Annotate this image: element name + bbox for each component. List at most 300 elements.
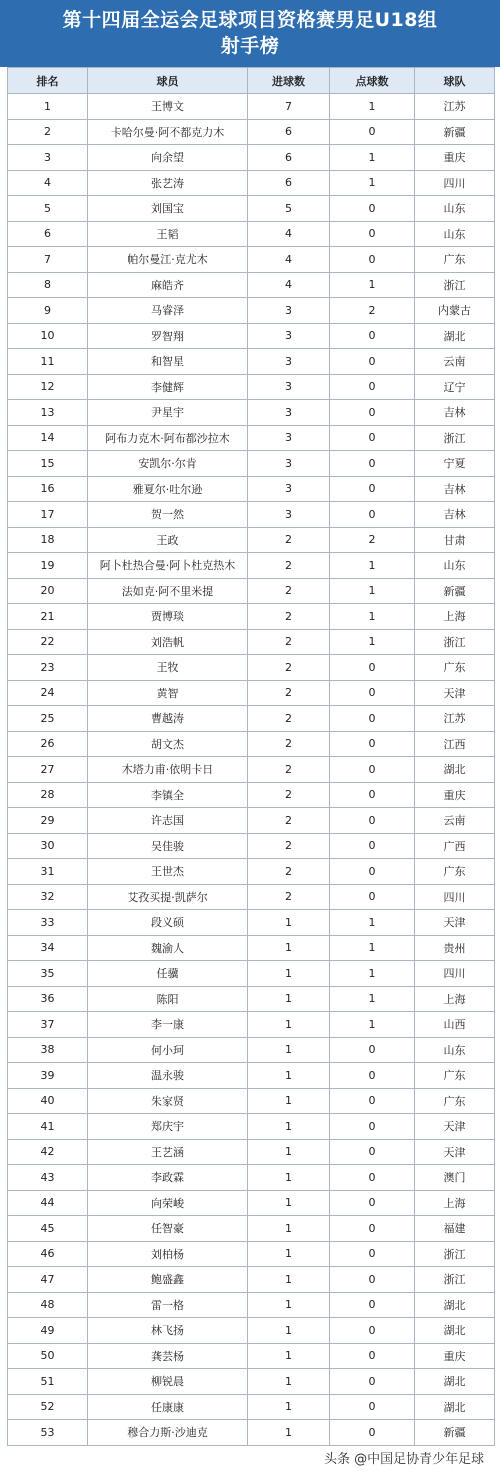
rank-cell: 36 — [8, 986, 88, 1012]
rank-cell: 20 — [8, 578, 88, 604]
team-cell: 湖北 — [415, 1318, 495, 1344]
goals-cell: 1 — [248, 1292, 330, 1318]
penalties-cell: 0 — [330, 221, 415, 247]
penalties-cell: 2 — [330, 298, 415, 324]
team-cell: 吉林 — [415, 502, 495, 528]
rank-cell: 41 — [8, 1114, 88, 1140]
table-row — [8, 1241, 495, 1267]
rank-cell: 4 — [8, 170, 88, 196]
table-row — [8, 170, 495, 196]
penalties-cell: 0 — [330, 1165, 415, 1191]
penalties-cell: 0 — [330, 1216, 415, 1242]
rank-cell: 52 — [8, 1394, 88, 1420]
goals-cell: 1 — [248, 1037, 330, 1063]
team-cell: 广东 — [415, 1088, 495, 1114]
player-cell: 王世杰 — [88, 859, 248, 885]
goals-cell: 2 — [248, 578, 330, 604]
goals-cell: 4 — [248, 272, 330, 298]
goals-cell: 2 — [248, 680, 330, 706]
goals-cell: 5 — [248, 196, 330, 222]
player-cell: 段义硕 — [88, 910, 248, 936]
team-cell: 四川 — [415, 961, 495, 987]
rank-cell: 7 — [8, 247, 88, 273]
penalties-cell: 0 — [330, 1267, 415, 1293]
rank-cell: 17 — [8, 502, 88, 528]
team-cell: 江苏 — [415, 94, 495, 120]
table-row — [8, 502, 495, 528]
penalties-cell: 1 — [330, 629, 415, 655]
player-cell: 和智星 — [88, 349, 248, 375]
penalties-cell: 0 — [330, 400, 415, 426]
penalties-cell: 0 — [330, 451, 415, 477]
scorer-table — [7, 67, 495, 1446]
penalties-cell: 0 — [330, 808, 415, 834]
player-cell: 安凯尔·尔肯 — [88, 451, 248, 477]
title-banner — [0, 0, 500, 67]
table-row — [8, 1267, 495, 1293]
penalties-cell: 0 — [330, 374, 415, 400]
player-cell: 王博文 — [88, 94, 248, 120]
goals-cell: 6 — [248, 119, 330, 145]
penalties-cell: 0 — [330, 731, 415, 757]
team-cell: 上海 — [415, 986, 495, 1012]
goals-cell: 1 — [248, 1318, 330, 1344]
penalties-cell: 2 — [330, 527, 415, 553]
team-cell: 辽宁 — [415, 374, 495, 400]
goals-cell: 1 — [248, 1165, 330, 1191]
goals-cell: 1 — [248, 1394, 330, 1420]
table-row — [8, 451, 495, 477]
goals-cell: 1 — [248, 1012, 330, 1038]
table-row — [8, 400, 495, 426]
team-cell: 江西 — [415, 731, 495, 757]
player-cell: 刘浩帆 — [88, 629, 248, 655]
rank-cell: 38 — [8, 1037, 88, 1063]
team-cell: 云南 — [415, 349, 495, 375]
team-cell: 宁夏 — [415, 451, 495, 477]
rank-cell: 29 — [8, 808, 88, 834]
table-row — [8, 731, 495, 757]
player-cell: 王牧 — [88, 655, 248, 681]
table-row — [8, 298, 495, 324]
player-cell: 李政霖 — [88, 1165, 248, 1191]
table-row — [8, 1037, 495, 1063]
penalties-cell: 0 — [330, 655, 415, 681]
goals-cell: 2 — [248, 859, 330, 885]
player-cell: 胡文杰 — [88, 731, 248, 757]
rank-cell: 2 — [8, 119, 88, 145]
player-cell: 吴佳骏 — [88, 833, 248, 859]
player-cell: 何小珂 — [88, 1037, 248, 1063]
goals-cell: 3 — [248, 451, 330, 477]
rank-cell: 15 — [8, 451, 88, 477]
goals-cell: 3 — [248, 349, 330, 375]
player-cell: 温永骏 — [88, 1063, 248, 1089]
player-cell: 任智豪 — [88, 1216, 248, 1242]
penalties-cell: 1 — [330, 553, 415, 579]
penalties-cell: 1 — [330, 94, 415, 120]
penalties-cell: 0 — [330, 1190, 415, 1216]
penalties-cell: 1 — [330, 145, 415, 171]
rank-cell: 5 — [8, 196, 88, 222]
rank-cell: 18 — [8, 527, 88, 553]
penalties-cell: 1 — [330, 935, 415, 961]
rank-cell: 14 — [8, 425, 88, 451]
table-row — [8, 1190, 495, 1216]
penalties-cell: 0 — [330, 1318, 415, 1344]
watermark: 头条 @中国足协青少年足球 — [320, 1446, 488, 1469]
team-cell: 湖北 — [415, 1369, 495, 1395]
team-cell: 重庆 — [415, 1343, 495, 1369]
table-row — [8, 272, 495, 298]
player-cell: 贾博琰 — [88, 604, 248, 630]
table-row — [8, 1139, 495, 1165]
rank-cell: 33 — [8, 910, 88, 936]
team-cell: 浙江 — [415, 629, 495, 655]
goals-cell: 1 — [248, 1369, 330, 1395]
team-cell: 湖北 — [415, 757, 495, 783]
rank-cell: 46 — [8, 1241, 88, 1267]
rank-cell: 50 — [8, 1343, 88, 1369]
table-row — [8, 935, 495, 961]
player-cell: 卡哈尔曼·阿不都克力木 — [88, 119, 248, 145]
team-cell: 重庆 — [415, 782, 495, 808]
penalties-cell: 1 — [330, 961, 415, 987]
team-cell: 贵州 — [415, 935, 495, 961]
rank-cell: 31 — [8, 859, 88, 885]
penalties-cell: 0 — [330, 1369, 415, 1395]
penalties-cell: 0 — [330, 833, 415, 859]
rank-cell: 42 — [8, 1139, 88, 1165]
player-cell: 鲍盛鑫 — [88, 1267, 248, 1293]
table-row — [8, 119, 495, 145]
penalties-cell: 0 — [330, 884, 415, 910]
team-cell: 江苏 — [415, 706, 495, 732]
penalties-cell: 0 — [330, 502, 415, 528]
player-cell: 阿卜杜热合曼·阿卜杜克热木 — [88, 553, 248, 579]
penalties-cell: 0 — [330, 349, 415, 375]
table-row — [8, 476, 495, 502]
table-row — [8, 1318, 495, 1344]
goals-cell: 2 — [248, 731, 330, 757]
rank-cell: 6 — [8, 221, 88, 247]
goals-cell: 2 — [248, 706, 330, 732]
table-row — [8, 323, 495, 349]
rank-cell: 13 — [8, 400, 88, 426]
player-cell: 柳锐晨 — [88, 1369, 248, 1395]
goals-cell: 2 — [248, 782, 330, 808]
team-cell: 上海 — [415, 1190, 495, 1216]
table-row — [8, 859, 495, 885]
penalties-cell: 0 — [330, 119, 415, 145]
player-cell: 朱家贤 — [88, 1088, 248, 1114]
goals-cell: 2 — [248, 527, 330, 553]
team-cell: 浙江 — [415, 1241, 495, 1267]
team-cell: 上海 — [415, 604, 495, 630]
team-cell: 甘肃 — [415, 527, 495, 553]
player-cell: 王韬 — [88, 221, 248, 247]
goals-cell: 1 — [248, 1139, 330, 1165]
page-title: 第十四届全运会足球项目资格赛男足U18组 — [62, 9, 438, 31]
team-cell: 广东 — [415, 1063, 495, 1089]
table-row — [8, 578, 495, 604]
player-cell: 许志国 — [88, 808, 248, 834]
team-cell: 广东 — [415, 247, 495, 273]
goals-cell: 6 — [248, 170, 330, 196]
goals-cell: 4 — [248, 247, 330, 273]
goals-cell: 1 — [248, 1420, 330, 1446]
column-header-player: 球员 — [88, 68, 248, 94]
goals-cell: 1 — [248, 1190, 330, 1216]
penalties-cell: 0 — [330, 782, 415, 808]
player-cell: 麻皓齐 — [88, 272, 248, 298]
team-cell: 四川 — [415, 884, 495, 910]
team-cell: 新疆 — [415, 1420, 495, 1446]
penalties-cell: 0 — [330, 680, 415, 706]
team-cell: 山东 — [415, 196, 495, 222]
player-cell: 尹星宇 — [88, 400, 248, 426]
team-cell: 福建 — [415, 1216, 495, 1242]
rank-cell: 9 — [8, 298, 88, 324]
table-row — [8, 1114, 495, 1140]
penalties-cell: 0 — [330, 757, 415, 783]
goals-cell: 3 — [248, 502, 330, 528]
penalties-cell: 0 — [330, 476, 415, 502]
player-cell: 陈阳 — [88, 986, 248, 1012]
penalties-cell: 1 — [330, 170, 415, 196]
rank-cell: 43 — [8, 1165, 88, 1191]
team-cell: 山东 — [415, 1037, 495, 1063]
table-row — [8, 986, 495, 1012]
goals-cell: 1 — [248, 935, 330, 961]
rank-cell: 53 — [8, 1420, 88, 1446]
table-row — [8, 808, 495, 834]
table-row — [8, 680, 495, 706]
table-row — [8, 706, 495, 732]
team-cell: 山西 — [415, 1012, 495, 1038]
rank-cell: 1 — [8, 94, 88, 120]
player-cell: 任骥 — [88, 961, 248, 987]
player-cell: 艾孜买提·凯萨尔 — [88, 884, 248, 910]
player-cell: 王艺涵 — [88, 1139, 248, 1165]
table-row — [8, 604, 495, 630]
team-cell: 广西 — [415, 833, 495, 859]
table-row — [8, 757, 495, 783]
team-cell: 云南 — [415, 808, 495, 834]
player-cell: 王政 — [88, 527, 248, 553]
goals-cell: 2 — [248, 808, 330, 834]
penalties-cell: 0 — [330, 1292, 415, 1318]
rank-cell: 23 — [8, 655, 88, 681]
rank-cell: 30 — [8, 833, 88, 859]
table-header-row — [8, 68, 495, 94]
table-row — [8, 1420, 495, 1446]
penalties-cell: 1 — [330, 604, 415, 630]
player-cell: 雅夏尔·吐尔逊 — [88, 476, 248, 502]
penalties-cell: 0 — [330, 1394, 415, 1420]
rank-cell: 32 — [8, 884, 88, 910]
table-row — [8, 884, 495, 910]
table-row — [8, 1165, 495, 1191]
goals-cell: 1 — [248, 1343, 330, 1369]
rank-cell: 35 — [8, 961, 88, 987]
player-cell: 法如克·阿不里米提 — [88, 578, 248, 604]
goals-cell: 2 — [248, 553, 330, 579]
goals-cell: 2 — [248, 655, 330, 681]
rank-cell: 24 — [8, 680, 88, 706]
goals-cell: 3 — [248, 476, 330, 502]
rank-cell: 8 — [8, 272, 88, 298]
player-cell: 罗智翔 — [88, 323, 248, 349]
player-cell: 雷一格 — [88, 1292, 248, 1318]
table-row — [8, 782, 495, 808]
team-cell: 山东 — [415, 221, 495, 247]
table-row — [8, 145, 495, 171]
rank-cell: 49 — [8, 1318, 88, 1344]
team-cell: 四川 — [415, 170, 495, 196]
team-cell: 广东 — [415, 655, 495, 681]
team-cell: 浙江 — [415, 1267, 495, 1293]
penalties-cell: 1 — [330, 910, 415, 936]
rank-cell: 12 — [8, 374, 88, 400]
rank-cell: 27 — [8, 757, 88, 783]
table-row — [8, 1012, 495, 1038]
rank-cell: 45 — [8, 1216, 88, 1242]
table-row — [8, 961, 495, 987]
penalties-cell: 0 — [330, 1063, 415, 1089]
table-row — [8, 1369, 495, 1395]
team-cell: 湖北 — [415, 1292, 495, 1318]
penalties-cell: 0 — [330, 1088, 415, 1114]
rank-cell: 34 — [8, 935, 88, 961]
goals-cell: 6 — [248, 145, 330, 171]
player-cell: 李一康 — [88, 1012, 248, 1038]
rank-cell: 47 — [8, 1267, 88, 1293]
player-cell: 贺一然 — [88, 502, 248, 528]
team-cell: 山东 — [415, 553, 495, 579]
table-row — [8, 1088, 495, 1114]
table-row — [8, 374, 495, 400]
penalties-cell: 0 — [330, 1139, 415, 1165]
player-cell: 穆合力斯·沙迪克 — [88, 1420, 248, 1446]
goals-cell: 1 — [248, 1241, 330, 1267]
rank-cell: 37 — [8, 1012, 88, 1038]
player-cell: 刘柏杨 — [88, 1241, 248, 1267]
rank-cell: 28 — [8, 782, 88, 808]
goals-cell: 3 — [248, 374, 330, 400]
table-row — [8, 553, 495, 579]
penalties-cell: 1 — [330, 1012, 415, 1038]
goals-cell: 2 — [248, 884, 330, 910]
table-row — [8, 1343, 495, 1369]
player-cell: 黄智 — [88, 680, 248, 706]
penalties-cell: 0 — [330, 706, 415, 732]
goals-cell: 1 — [248, 910, 330, 936]
table-row — [8, 910, 495, 936]
table-row — [8, 629, 495, 655]
table-row — [8, 1216, 495, 1242]
penalties-cell: 0 — [330, 323, 415, 349]
goals-cell: 3 — [248, 298, 330, 324]
table-row — [8, 425, 495, 451]
goals-cell: 1 — [248, 1114, 330, 1140]
column-header-rank: 排名 — [8, 68, 88, 94]
penalties-cell: 0 — [330, 1343, 415, 1369]
goals-cell: 1 — [248, 961, 330, 987]
penalties-cell: 0 — [330, 1241, 415, 1267]
player-cell: 魏渝人 — [88, 935, 248, 961]
penalties-cell: 0 — [330, 859, 415, 885]
penalties-cell: 1 — [330, 578, 415, 604]
table-row — [8, 1063, 495, 1089]
player-cell: 郑庆宇 — [88, 1114, 248, 1140]
player-cell: 任康康 — [88, 1394, 248, 1420]
team-cell: 浙江 — [415, 425, 495, 451]
player-cell: 向荣峻 — [88, 1190, 248, 1216]
player-cell: 帕尔曼江·克尤木 — [88, 247, 248, 273]
team-cell: 吉林 — [415, 400, 495, 426]
team-cell: 重庆 — [415, 145, 495, 171]
table-row — [8, 94, 495, 120]
rank-cell: 25 — [8, 706, 88, 732]
penalties-cell: 1 — [330, 986, 415, 1012]
team-cell: 新疆 — [415, 119, 495, 145]
goals-cell: 1 — [248, 1088, 330, 1114]
player-cell: 林飞扬 — [88, 1318, 248, 1344]
table-row — [8, 655, 495, 681]
player-cell: 刘国宝 — [88, 196, 248, 222]
rank-cell: 22 — [8, 629, 88, 655]
team-cell: 浙江 — [415, 272, 495, 298]
player-cell: 阿布力克木·阿布都沙拉木 — [88, 425, 248, 451]
player-cell: 李镇全 — [88, 782, 248, 808]
rank-cell: 26 — [8, 731, 88, 757]
team-cell: 内蒙古 — [415, 298, 495, 324]
column-header-goals: 进球数 — [248, 68, 330, 94]
team-cell: 澳门 — [415, 1165, 495, 1191]
column-header-team: 球队 — [415, 68, 495, 94]
team-cell: 天津 — [415, 1139, 495, 1165]
rank-cell: 19 — [8, 553, 88, 579]
goals-cell: 1 — [248, 986, 330, 1012]
player-cell: 向余望 — [88, 145, 248, 171]
table-row — [8, 527, 495, 553]
rank-cell: 40 — [8, 1088, 88, 1114]
goals-cell: 2 — [248, 604, 330, 630]
table-row — [8, 349, 495, 375]
table-row — [8, 221, 495, 247]
goals-cell: 2 — [248, 629, 330, 655]
player-cell: 张艺涛 — [88, 170, 248, 196]
goals-cell: 1 — [248, 1063, 330, 1089]
player-cell: 李健辉 — [88, 374, 248, 400]
goals-cell: 1 — [248, 1216, 330, 1242]
team-cell: 天津 — [415, 1114, 495, 1140]
rank-cell: 16 — [8, 476, 88, 502]
team-cell: 吉林 — [415, 476, 495, 502]
rank-cell: 51 — [8, 1369, 88, 1395]
table-row — [8, 1394, 495, 1420]
team-cell: 天津 — [415, 680, 495, 706]
penalties-cell: 0 — [330, 196, 415, 222]
goals-cell: 2 — [248, 757, 330, 783]
rank-cell: 48 — [8, 1292, 88, 1318]
goals-cell: 4 — [248, 221, 330, 247]
goals-cell: 3 — [248, 323, 330, 349]
team-cell: 天津 — [415, 910, 495, 936]
penalties-cell: 0 — [330, 1037, 415, 1063]
goals-cell: 7 — [248, 94, 330, 120]
